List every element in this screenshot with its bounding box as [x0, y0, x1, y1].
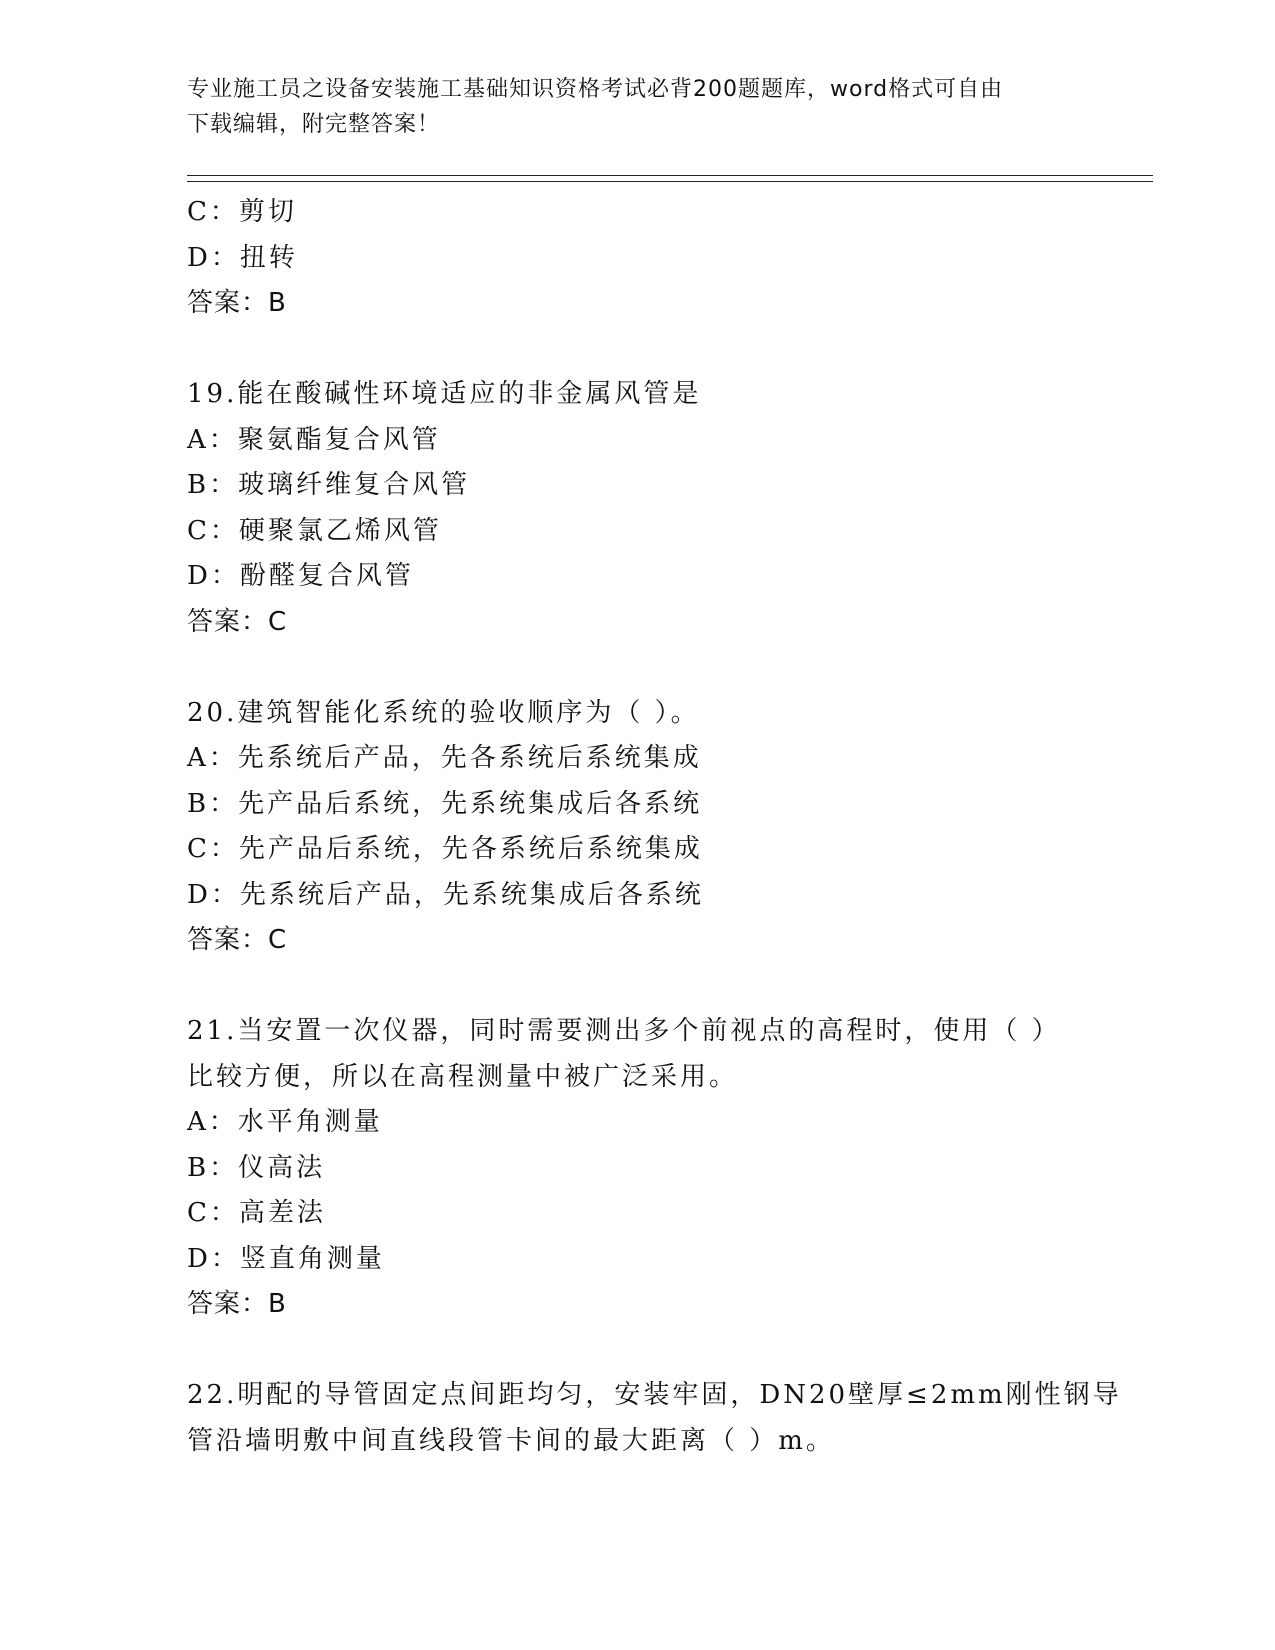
option-c: C：高差法	[187, 1198, 326, 1228]
question-text: 20.建筑智能化系统的验收顺序为（ ）。	[187, 697, 700, 728]
answer: 答案：B	[187, 1289, 287, 1319]
option-b: B：仪高法	[187, 1152, 326, 1183]
spacer	[187, 327, 1127, 373]
answer: 答案：B	[187, 288, 287, 318]
option-b: B：玻璃纤维复合风管	[187, 470, 471, 500]
spacer	[187, 964, 1127, 1010]
question-22	[187, 1373, 1127, 1464]
question-text-line-1: 22.明配的导管固定点间距均匀，安装牢固，DN20壁厚≤2mm刚性钢导	[187, 1380, 1122, 1410]
question-text-line-2: 比较方便，所以在高程测量中被广泛采用。	[187, 1061, 739, 1092]
question-18	[187, 190, 1127, 327]
option-a: A：聚氨酯复合风管	[187, 424, 441, 455]
spacer	[187, 645, 1127, 691]
question-20	[187, 691, 1127, 964]
question-text: 19.能在酸碱性环境适应的非金属风管是	[187, 379, 702, 409]
question-list	[187, 190, 1127, 1464]
question-19	[187, 372, 1127, 645]
header-line-1: 专业施工员之设备安装施工基础知识资格考试必背200题题库，word格式可自由	[187, 77, 1004, 102]
question-text-line-1: 21.当安置一次仪器，同时需要测出多个前视点的高程时，使用（ ）	[187, 1016, 1061, 1046]
answer: 答案：C	[187, 925, 288, 955]
option-d: D：酚醛复合风管	[187, 561, 414, 591]
option-a: A：水平角测量	[187, 1107, 383, 1137]
header-line-2: 下载编辑，附完整答案！	[187, 112, 441, 137]
question-21	[187, 1009, 1127, 1328]
option-d: D：扭转	[187, 242, 298, 273]
option-b: B：先产品后系统，先系统集成后各系统	[187, 788, 703, 819]
option-d: D：竖直角测量	[187, 1243, 385, 1274]
document-header	[187, 72, 1067, 142]
spacer	[187, 1328, 1127, 1374]
header-divider-top	[187, 175, 1153, 176]
option-c: C：先产品后系统，先各系统后系统集成	[187, 834, 703, 864]
answer: 答案：C	[187, 606, 288, 637]
option-d: D：先系统后产品，先系统集成后各系统	[187, 879, 704, 910]
option-c: C：剪切	[187, 197, 297, 227]
header-divider-bottom	[187, 181, 1153, 182]
option-a: A：先系统后产品，先各系统后系统集成	[187, 743, 702, 773]
option-c: C：硬聚氯乙烯风管	[187, 515, 442, 546]
question-text-line-2: 管沿墙明敷中间直线段管卡间的最大距离（ ）m。	[187, 1425, 835, 1456]
